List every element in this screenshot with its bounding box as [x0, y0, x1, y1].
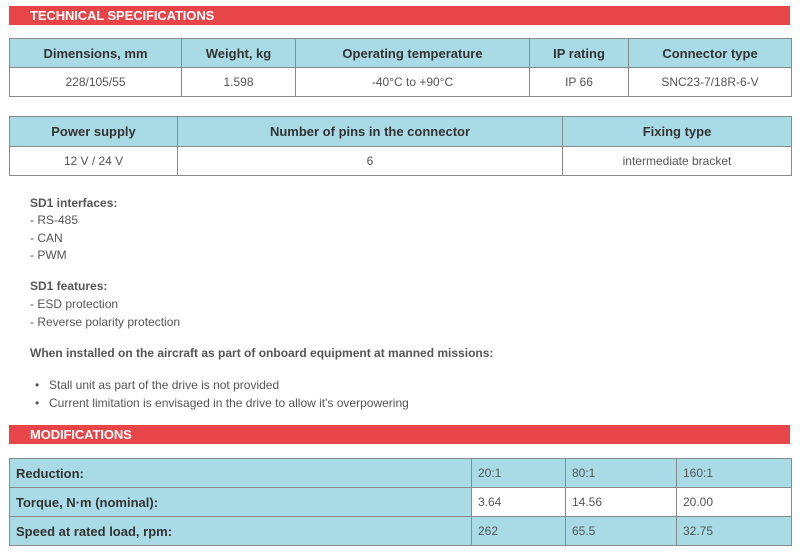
tech-spec-header: TECHNICAL SPECIFICATIONS: [9, 6, 790, 25]
row-label-reduction: Reduction:: [10, 459, 472, 488]
cell-value: 20.00: [677, 488, 792, 517]
feature-item: - ESD protection: [30, 297, 119, 311]
cell-dimensions: 228/105/55: [10, 68, 182, 97]
cell-value: 65.5: [566, 517, 677, 546]
cell-value: 14.56: [566, 488, 677, 517]
cell-ip-rating: IP 66: [530, 68, 629, 97]
features-heading: SD1 features:: [30, 279, 108, 293]
cell-value: 32.75: [677, 517, 792, 546]
interface-item: - PWM: [30, 248, 67, 262]
table-row: [10, 459, 792, 488]
manned-heading: When installed on the aircraft as part of onboard equipment at manned missions:: [30, 346, 494, 360]
row-label-torque: Torque, N·m (nominal):: [10, 488, 472, 517]
header-ip-rating: IP rating: [530, 39, 629, 68]
table-row: [10, 517, 792, 546]
header-connector-type: Connector type: [629, 39, 792, 68]
cell-value: 20:1: [472, 459, 566, 488]
manned-bullet: • Current limitation is envisaged in the drive to allow it's overpowering: [49, 396, 409, 410]
cell-value: 262: [472, 517, 566, 546]
cell-power-supply: 12 V / 24 V: [10, 147, 178, 176]
cell-value: 3.64: [472, 488, 566, 517]
cell-value: 80:1: [566, 459, 677, 488]
header-dimensions: Dimensions, mm: [10, 39, 182, 68]
cell-weight: 1.598: [182, 68, 296, 97]
table-row: [10, 488, 792, 517]
modifications-table: [9, 458, 792, 546]
header-power-supply: Power supply: [10, 117, 178, 147]
spec-table-1: [9, 38, 792, 97]
feature-item: - Reverse polarity protection: [30, 315, 181, 329]
header-number-of-pins: Number of pins in the connector: [178, 117, 563, 147]
header-operating-temperature: Operating temperature: [296, 39, 530, 68]
cell-value: 160:1: [677, 459, 792, 488]
cell-fixing-type: intermediate bracket: [563, 147, 792, 176]
cell-operating-temperature: -40°C to +90°C: [296, 68, 530, 97]
header-weight: Weight, kg: [182, 39, 296, 68]
interface-item: - RS-485: [30, 213, 79, 227]
cell-connector-type: SNC23-7/18R-6-V: [629, 68, 792, 97]
manned-bullet: • Stall unit as part of the drive is not provided: [49, 378, 279, 392]
header-fixing-type: Fixing type: [563, 117, 792, 147]
spec-table-2: [9, 116, 792, 176]
modifications-header: MODIFICATIONS: [9, 425, 790, 444]
interfaces-heading: SD1 interfaces:: [30, 196, 118, 210]
row-label-speed: Speed at rated load, rpm:: [10, 517, 472, 546]
interface-item: - CAN: [30, 231, 63, 245]
cell-number-of-pins: 6: [178, 147, 563, 176]
